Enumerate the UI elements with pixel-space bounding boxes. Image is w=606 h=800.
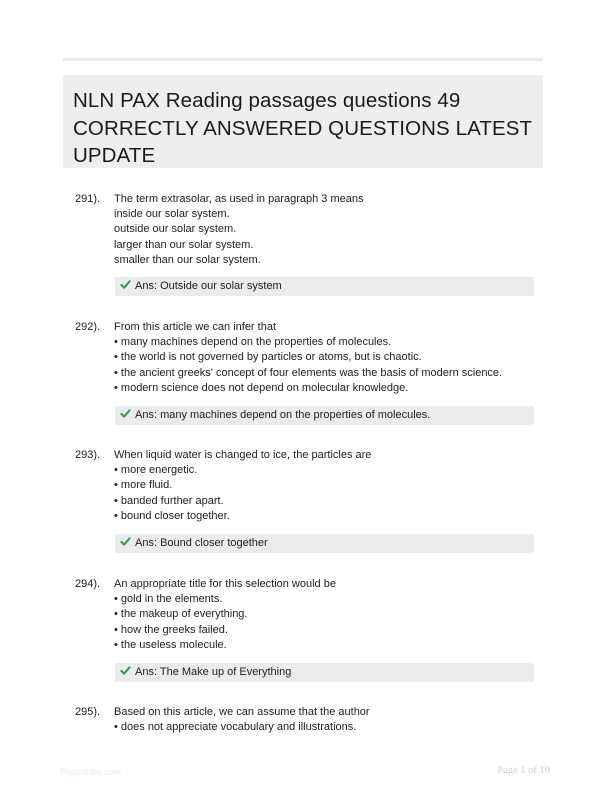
question-body	[114, 705, 534, 735]
answer-option: • more fluid.	[114, 479, 173, 492]
answer-option: • gold in the elements.	[114, 593, 223, 606]
question-body	[114, 448, 534, 524]
answer-option: • bound closer together.	[114, 509, 230, 522]
answer-text: Ans: Outside our solar system	[135, 280, 282, 292]
question-293	[75, 448, 545, 558]
question-291	[75, 192, 545, 302]
question-number: 291).	[75, 193, 101, 205]
question-stem: The term extrasolar, as used in paragraph 3 means	[114, 193, 364, 205]
title-box	[63, 75, 543, 168]
answer-option: • modern science does not depend on molecular knowledge.	[114, 381, 409, 394]
answer-option: larger than our solar system.	[114, 238, 254, 251]
answer-option: • banded further apart.	[114, 494, 224, 507]
page-title: NLN PAX Reading passages questions 49 CORRECTLY ANSWERED QUESTIONS LATEST UPDATE	[73, 89, 532, 167]
check-icon	[120, 408, 131, 419]
answer-option: • how the greeks failed.	[114, 623, 228, 636]
answer-text: Ans: Bound closer together	[135, 537, 268, 549]
question-number: 293).	[75, 449, 101, 461]
question-body	[114, 577, 534, 653]
answer-box	[115, 534, 534, 553]
answer-option: smaller than our solar system.	[114, 253, 261, 266]
top-rule	[63, 58, 543, 61]
question-number: 294).	[75, 578, 101, 590]
answer-box	[115, 406, 534, 425]
question-body	[114, 320, 534, 396]
question-stem: Based on this article, we can assume that the author	[114, 706, 370, 718]
answer-text: Ans: The Make up of Everything	[135, 666, 292, 678]
question-stem: When liquid water is changed to ice, the particles are	[114, 449, 372, 461]
answer-option: • the ancient greeks' concept of four elements was the basis of modern science.	[114, 366, 503, 379]
check-icon	[120, 665, 131, 676]
question-body	[114, 192, 534, 268]
check-icon	[120, 279, 131, 290]
check-icon	[120, 536, 131, 547]
answer-box	[115, 663, 534, 682]
answer-box	[115, 277, 534, 296]
question-292	[75, 320, 545, 430]
answer-option: • many machines depend on the properties of molecules.	[114, 336, 392, 349]
answer-option: outside our solar system.	[114, 223, 237, 236]
question-295	[75, 705, 545, 739]
footer-watermark: Papertribe.com	[60, 767, 122, 777]
question-stem: An appropriate title for this selection would be	[114, 578, 336, 590]
question-number: 292).	[75, 321, 101, 333]
answer-option: • more energetic.	[114, 464, 198, 477]
answer-option: • does not appreciate vocabulary and illustrations.	[114, 721, 357, 734]
question-number: 295).	[75, 706, 101, 718]
question-stem: From this article we can infer that	[114, 321, 277, 333]
answer-option: • the world is not governed by particles or atoms, but is chaotic.	[114, 351, 422, 364]
page-indicator: Page 1 of 10	[497, 765, 550, 776]
answer-option: • the useless molecule.	[114, 638, 227, 651]
question-294	[75, 577, 545, 687]
answer-text: Ans: many machines depend on the properties of molecules.	[135, 409, 431, 421]
answer-option: • the makeup of everything.	[114, 608, 248, 621]
answer-option: inside our solar system.	[114, 208, 230, 221]
